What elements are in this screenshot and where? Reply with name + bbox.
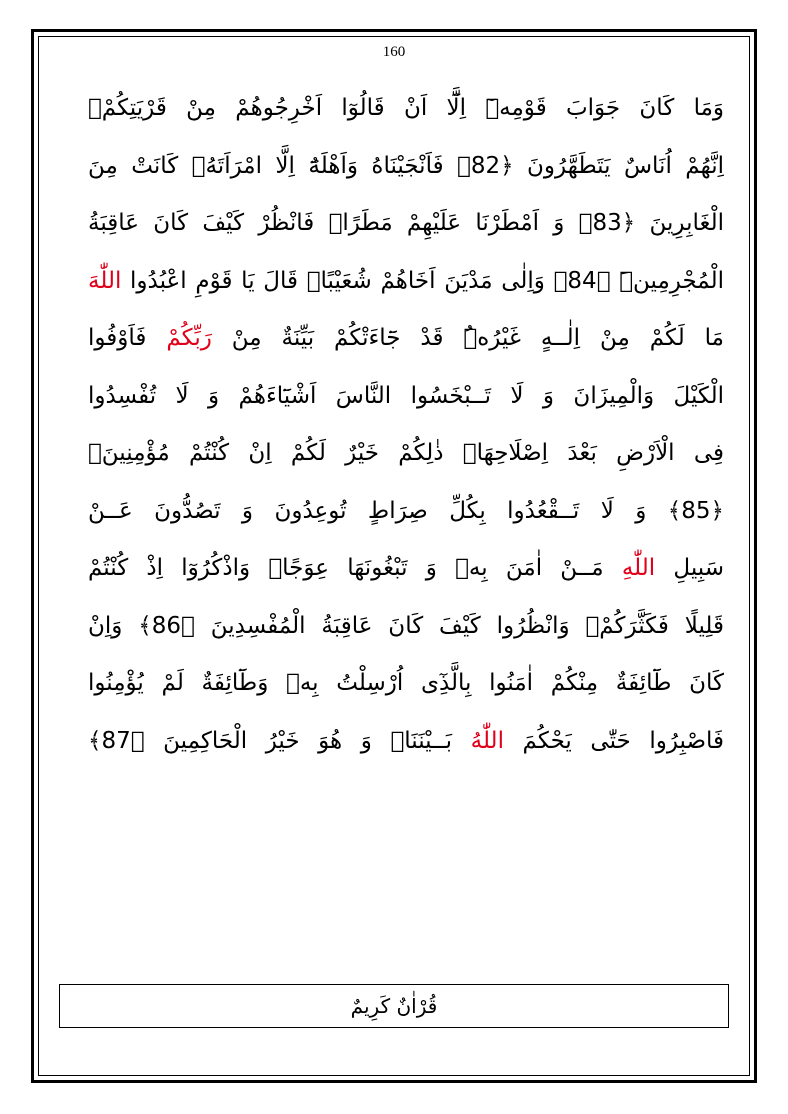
verse-text: قَلِيلًا فَكَثَّرَكُمْۖ وَانْظُرُوا كَيْفَ كَانَ عَاقِبَةُ الْمُفْسِدِينَ ﴿86﴾ وَاِنْ xyxy=(88,612,724,639)
verse-line xyxy=(88,195,724,253)
verse-text: بَــيْنَنَاۚ وَ هُوَ خَيْرُ الْحَاكِمِينَ ﴿87﴾ xyxy=(88,727,471,754)
divine-name-text: اللّٰهُ xyxy=(470,727,504,754)
verse-text: ﴿85﴾ وَ لَا تَــقْعُدُوا بِكُلِّ صِرَاطٍ تُوعِدُونَ وَ تَصُدُّونَ عَــنْ xyxy=(88,497,724,524)
verse-text: الْكَيْلَ وَالْمِيزَانَ وَ لَا تَــبْخَسُوا النَّاسَ اَشْيَٓاءَهُمْ وَ لَا تُفْسِدُوا xyxy=(88,382,724,409)
footer-title: قُرْاٰنٌ كَرِيمٌ xyxy=(350,994,438,1018)
verse-text: مَا لَكُمْ مِنْ اِلٰــهٍ غَيْرُهُۜ قَدْ جَٓاءَتْكُمْ بَيِّنَةٌ مِنْ xyxy=(211,325,724,351)
verse-line xyxy=(88,598,724,656)
verse-line xyxy=(88,80,724,138)
verse-line xyxy=(88,655,724,713)
verse-text: اِنَّهُمْ اُنَاسٌ يَتَطَهَّرُونَ ﴿82﴾ فَاَنْجَيْنَاهُ وَاَهْلَهُٓ اِلَّا امْرَاَتَهُۘ كَانَتْ مِنَ xyxy=(88,152,724,179)
verse-text: وَمَا كَانَ جَوَابَ قَوْمِهٖٓ اِلَّٓا اَنْ قَالُوٓا اَخْرِجُوهُمْ مِنْ قَرْيَتِكُمْۚ xyxy=(88,95,724,121)
verse-line xyxy=(88,713,724,771)
page-number: 160 xyxy=(382,44,406,60)
divine-name-text: رَبِّكُمْ xyxy=(166,325,212,351)
verse-text: كَانَ طَٓائِفَةٌ مِنْكُمْ اٰمَنُوا بِالَّذِٓى اُرْسِلْتُ بِهٖ وَطَٓائِفَةٌ لَمْ يُؤْمِنُوا xyxy=(88,670,724,696)
verse-text: فَاصْبِرُوا حَتّٰى يَحْكُمَ xyxy=(503,727,724,754)
verse-text: الْمُجْرِمِينَۜ ﴿84﴾ وَاِلٰى مَدْيَنَ اَخَاهُمْ شُعَيْبًاۜ قَالَ يَا قَوْمِ اعْبُدُوا xyxy=(121,267,724,294)
verse-line xyxy=(88,540,724,598)
divine-name-text: اللّٰهِ xyxy=(621,555,656,581)
verse-text: الْغَابِرِينَ ﴿83﴾ وَ اَمْطَرْنَا عَلَيْهِمْ مَطَرًاۜ فَانْظُرْ كَيْفَ كَانَ عَاقِبَةُ xyxy=(88,210,724,236)
verse-line xyxy=(88,483,724,541)
verse-line xyxy=(88,310,724,368)
verse-line xyxy=(88,368,724,426)
footer-title-box xyxy=(59,984,729,1028)
verse-line xyxy=(88,253,724,311)
verse-line xyxy=(88,138,724,196)
verse-text: فَاَوْفُوا xyxy=(88,325,167,351)
divine-name-text: اللّٰهَ xyxy=(88,267,122,294)
verse-text: سَبِيلِ xyxy=(655,555,724,581)
verse-line xyxy=(88,425,724,483)
verse-text: فِى الْاَرْضِ بَعْدَ اِصْلَاحِهَاۜ ذٰلِكُمْ خَيْرٌ لَكُمْ اِنْ كُنْتُمْ مُؤْمِنِينَۚ xyxy=(88,440,724,466)
verse-text: مَــنْ اٰمَنَ بِهٖ وَ تَبْغُونَهَا عِوَجًاۚ وَاذْكُرُوٓا اِذْ كُنْتُمْ xyxy=(88,555,622,581)
quran-text-block xyxy=(88,80,724,770)
